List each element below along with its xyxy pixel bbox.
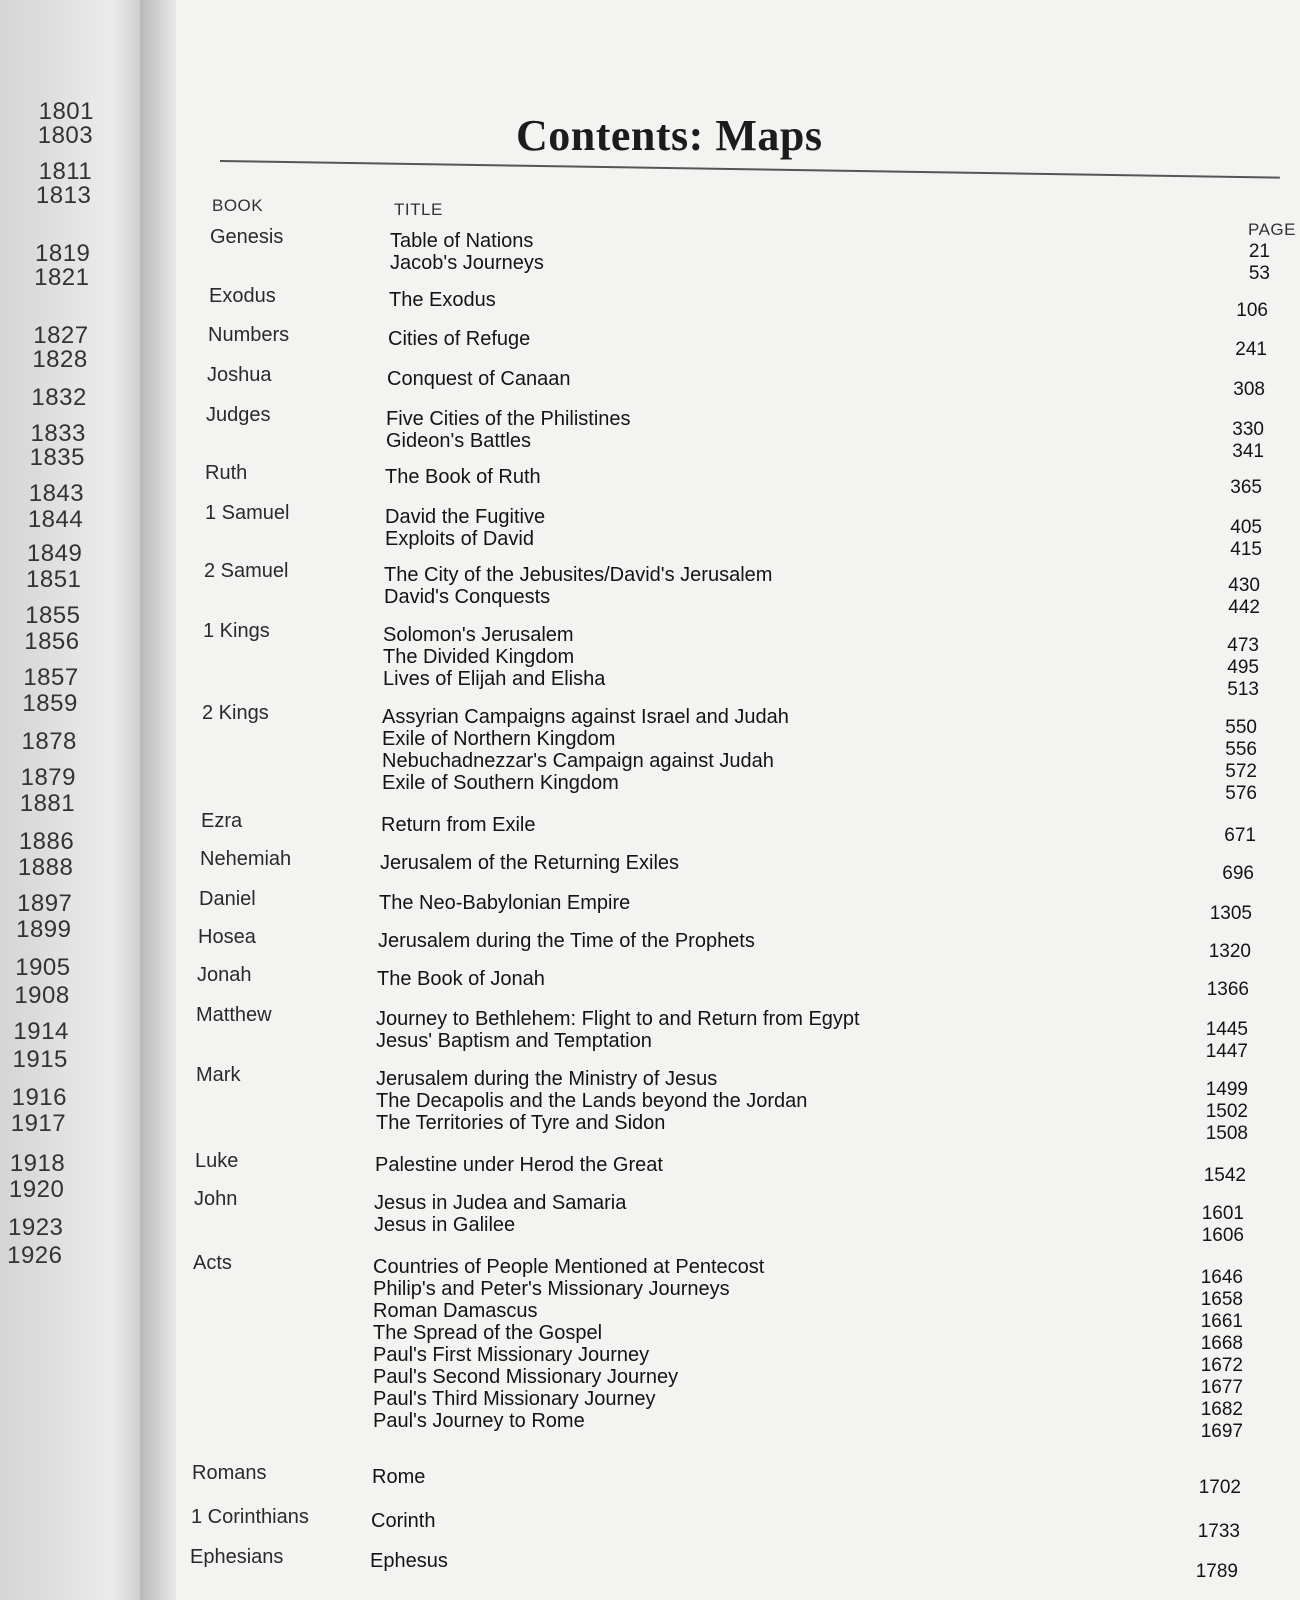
map-listing (384, 564, 1264, 596)
map-listing (377, 968, 1257, 1000)
book-name: 2 Kings (202, 702, 269, 724)
page-number: 365 (1230, 477, 1262, 498)
map-listing (383, 668, 1263, 700)
map-listing (370, 1550, 1250, 1582)
margin-page-number: 1857 (23, 664, 79, 691)
book-name: 1 Samuel (205, 502, 290, 524)
margin-page-number: 1833 (30, 420, 86, 447)
map-listing (388, 328, 1268, 360)
map-title: Exploits of David (385, 528, 534, 550)
page-number: 1677 (1200, 1377, 1243, 1398)
margin-page-number: 1888 (17, 854, 74, 881)
page-number: 1702 (1198, 1477, 1241, 1498)
margin-page-number: 1916 (11, 1084, 67, 1111)
page-number: 1646 (1200, 1267, 1243, 1288)
book-name: Judges (206, 404, 271, 426)
page-number: 1682 (1200, 1399, 1243, 1420)
map-title: Return from Exile (381, 814, 536, 836)
map-listing (385, 506, 1265, 538)
margin-page-number: 1926 (7, 1242, 63, 1269)
map-title: Assyrian Campaigns against Israel and Judah (382, 706, 789, 728)
map-listing (382, 750, 1262, 782)
page-number: 308 (1233, 379, 1265, 400)
book-name: 1 Corinthians (191, 1506, 309, 1528)
map-listing (374, 1192, 1254, 1224)
map-title: Jacob's Journeys (390, 252, 544, 274)
column-header-book: BOOK (212, 196, 264, 215)
map-listing (383, 646, 1263, 678)
margin-page-number: 1855 (25, 602, 81, 629)
page-number: 330 (1232, 419, 1264, 440)
margin-page-number: 1878 (21, 728, 77, 755)
book-name: 1 Kings (203, 620, 270, 642)
page-number: 1499 (1205, 1079, 1248, 1100)
page-number: 1502 (1205, 1101, 1248, 1122)
map-title: The Book of Jonah (377, 968, 545, 990)
book-name: Luke (195, 1150, 239, 1172)
book-name: Romans (192, 1462, 267, 1484)
margin-page-number: 1843 (28, 480, 85, 507)
map-listing (382, 728, 1262, 760)
map-title: Paul's Third Missionary Journey (373, 1388, 656, 1410)
map-listing (386, 408, 1266, 440)
margin-page-number: 1899 (16, 916, 72, 943)
map-title: Philip's and Peter's Missionary Journeys (373, 1278, 730, 1300)
map-title: Five Cities of the Philistines (386, 408, 631, 430)
map-title: The Neo-Babylonian Empire (379, 892, 631, 914)
page-number: 696 (1222, 863, 1254, 884)
title-rule (220, 160, 1280, 179)
map-listing (373, 1344, 1253, 1376)
map-listing (376, 1090, 1256, 1122)
book-name: Matthew (196, 1004, 272, 1026)
margin-page-number: 1844 (27, 506, 84, 533)
page-number: 513 (1227, 679, 1259, 700)
page-number: 572 (1225, 761, 1257, 782)
map-title: The Spread of the Gospel (373, 1322, 603, 1344)
page-number: 1601 (1201, 1203, 1244, 1224)
map-title: Jesus in Judea and Samaria (374, 1192, 627, 1214)
map-listing (373, 1278, 1253, 1310)
map-listing (390, 230, 1270, 262)
margin-page-number: 1849 (26, 540, 83, 567)
page-number: 495 (1227, 657, 1259, 678)
map-title: Paul's Journey to Rome (373, 1410, 585, 1432)
page-number: 241 (1235, 339, 1267, 360)
page-title: Contents: Maps (516, 111, 823, 160)
map-title: The Divided Kingdom (383, 646, 575, 668)
margin-page-number: 1918 (9, 1150, 66, 1177)
page-number: 1668 (1200, 1333, 1243, 1354)
page-number: 53 (1248, 263, 1270, 284)
book-name: Ruth (205, 462, 248, 484)
map-title: The Decapolis and the Lands beyond the Jordan (376, 1090, 808, 1112)
margin-page-number: 1915 (12, 1046, 68, 1073)
map-listing (373, 1366, 1253, 1398)
map-title: David the Fugitive (385, 506, 546, 528)
book-name: Ezra (201, 810, 243, 832)
margin-page-number: 1923 (8, 1214, 64, 1241)
page-number: 1320 (1208, 941, 1251, 962)
margin-page-number: 1856 (24, 628, 80, 655)
map-listing (380, 852, 1260, 884)
margin-page-number: 1811 (38, 158, 93, 185)
map-title: Solomon's Jerusalem (383, 624, 574, 646)
map-title: The Territories of Tyre and Sidon (376, 1112, 666, 1134)
column-header-title: TITLE (394, 200, 443, 219)
book-name: Joshua (207, 364, 272, 386)
map-listing (383, 624, 1263, 656)
page-number: 1366 (1206, 979, 1249, 1000)
map-title: Ephesus (370, 1550, 448, 1572)
margin-page-number: 1819 (35, 240, 91, 267)
margin-page-number: 1879 (20, 764, 76, 791)
map-title: Corinth (371, 1510, 436, 1532)
page-number: 21 (1248, 241, 1270, 262)
margin-page-number: 1917 (10, 1110, 67, 1137)
map-listing (373, 1322, 1253, 1354)
map-title: Jerusalem of the Returning Exiles (380, 852, 680, 874)
page-number: 556 (1225, 739, 1257, 760)
map-title: Cities of Refuge (388, 328, 531, 350)
map-listing (390, 252, 1270, 284)
map-title: Paul's First Missionary Journey (373, 1344, 650, 1366)
book-gutter (140, 0, 176, 1600)
map-listing (376, 1068, 1256, 1100)
page-number: 473 (1227, 635, 1259, 656)
map-listing (372, 1466, 1252, 1498)
page-number: 671 (1224, 825, 1256, 846)
left-page (0, 0, 140, 1600)
page-number: 1733 (1197, 1521, 1240, 1542)
page-number: 1697 (1200, 1421, 1243, 1442)
map-listing (382, 706, 1262, 738)
book-name: Hosea (198, 926, 256, 948)
map-listing (376, 1030, 1256, 1062)
page-number: 1508 (1205, 1123, 1248, 1144)
map-title: Jesus' Baptism and Temptation (376, 1030, 652, 1052)
map-title: David's Conquests (384, 586, 551, 608)
margin-page-number: 1813 (35, 182, 92, 209)
book-name: Nehemiah (200, 848, 292, 870)
page-number: 1542 (1203, 1165, 1246, 1186)
book-name: Exodus (209, 285, 276, 307)
book-name: Mark (196, 1064, 241, 1086)
map-title: Conquest of Canaan (387, 368, 571, 390)
map-listing (375, 1154, 1255, 1186)
page-number: 1447 (1205, 1041, 1248, 1062)
map-title: Jerusalem during the Ministry of Jesus (376, 1068, 718, 1090)
map-listing (376, 1112, 1256, 1144)
map-title: Exile of Northern Kingdom (382, 728, 616, 750)
margin-page-number: 1908 (14, 982, 70, 1009)
book-name: 2 Samuel (204, 560, 289, 582)
map-title: The City of the Jebusites/David's Jerusalem (384, 564, 773, 586)
margin-page-number: 1897 (17, 890, 73, 917)
map-listing (387, 368, 1267, 400)
map-title: Palestine under Herod the Great (375, 1154, 663, 1176)
map-title: Countries of People Mentioned at Pentecost (373, 1256, 765, 1278)
page-number: 1445 (1205, 1019, 1248, 1040)
margin-page-number: 1920 (8, 1176, 65, 1203)
map-listing (382, 772, 1262, 804)
page-number: 1661 (1200, 1311, 1243, 1332)
margin-page-number: 1886 (18, 828, 75, 855)
page-number: 106 (1236, 300, 1268, 321)
margin-page-number: 1881 (19, 790, 76, 817)
page-number: 550 (1225, 717, 1257, 738)
column-header-page: PAGE (1248, 220, 1296, 239)
margin-page-number: 1835 (29, 444, 85, 471)
map-title: Journey to Bethlehem: Flight to and Return from Egypt (376, 1008, 860, 1030)
map-listing (373, 1300, 1253, 1332)
map-listing (378, 930, 1258, 962)
map-title: Table of Nations (390, 230, 534, 252)
map-title: The Book of Ruth (385, 466, 541, 488)
map-listing (385, 528, 1265, 560)
margin-page-number: 1803 (37, 122, 94, 149)
map-listing (379, 892, 1259, 924)
map-listing (384, 586, 1264, 618)
map-title: Roman Damascus (373, 1300, 538, 1322)
map-listing (374, 1214, 1254, 1246)
book-name: Jonah (197, 964, 252, 986)
book-name: Daniel (199, 888, 256, 910)
book-name: Ephesians (190, 1546, 284, 1568)
page-number: 1672 (1200, 1355, 1243, 1376)
page-number: 442 (1228, 597, 1260, 618)
map-listing (373, 1388, 1253, 1420)
map-listing (389, 289, 1269, 321)
map-listing (373, 1256, 1253, 1288)
margin-page-number: 1905 (15, 954, 71, 981)
margin-page-number: 1832 (31, 384, 87, 411)
margin-page-number: 1827 (33, 322, 89, 349)
map-title: Rome (372, 1466, 426, 1488)
margin-page-number: 1821 (34, 264, 90, 291)
page-number: 1658 (1200, 1289, 1243, 1310)
book-name: John (194, 1188, 238, 1210)
margin-page-number: 1914 (13, 1018, 69, 1045)
page-number: 341 (1232, 441, 1264, 462)
map-listing (373, 1410, 1253, 1442)
page-number: 1606 (1201, 1225, 1244, 1246)
map-title: Lives of Elijah and Elisha (383, 668, 606, 690)
map-title: The Exodus (389, 289, 496, 311)
map-title: Nebuchadnezzar's Campaign against Judah (382, 750, 774, 772)
map-listing (385, 466, 1265, 498)
map-title: Jesus in Galilee (374, 1214, 516, 1236)
page-number: 405 (1230, 517, 1262, 538)
map-title: Jerusalem during the Time of the Prophets (378, 930, 755, 952)
margin-page-number: 1851 (26, 566, 82, 593)
margin-page-number: 1859 (22, 690, 78, 717)
page-number: 415 (1230, 539, 1262, 560)
margin-page-number: 1828 (32, 346, 88, 373)
map-listing (371, 1510, 1251, 1542)
book-name: Genesis (210, 226, 284, 248)
map-listing (376, 1008, 1256, 1040)
book-name: Acts (193, 1252, 232, 1274)
contents-page (176, 0, 1300, 1600)
map-title: Exile of Southern Kingdom (382, 772, 619, 794)
map-listing (381, 814, 1261, 846)
map-title: Paul's Second Missionary Journey (373, 1366, 679, 1388)
map-listing (386, 430, 1266, 462)
margin-page-number: 1801 (38, 98, 94, 125)
page-number: 1305 (1209, 903, 1252, 924)
book-name: Numbers (208, 324, 290, 346)
map-title: Gideon's Battles (386, 430, 532, 452)
page-number: 430 (1228, 575, 1260, 596)
page-number: 576 (1225, 783, 1257, 804)
page-number: 1789 (1195, 1561, 1238, 1582)
